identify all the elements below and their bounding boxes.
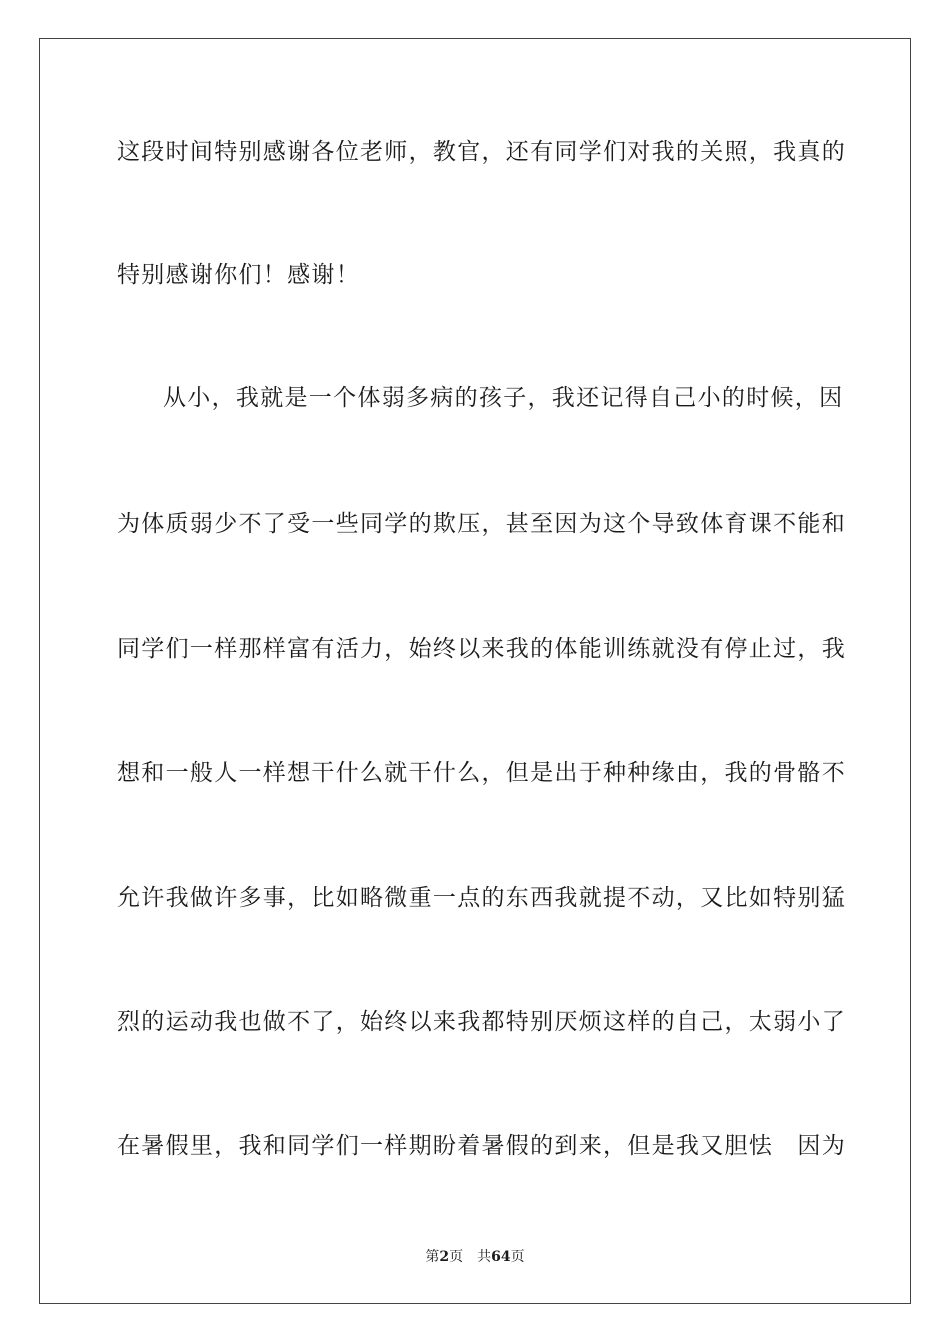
page-frame (39, 38, 911, 1304)
page-footer (0, 1248, 950, 1266)
page-suffix: 页 (449, 1249, 464, 1265)
page-prefix: 第 (425, 1249, 440, 1265)
body-text-line: 这段时间特别感谢各位老师，教官，还有同学们对我的关照，我真的 (117, 139, 846, 165)
total-suffix: 页 (510, 1249, 525, 1265)
page-number: 2 (439, 1249, 450, 1265)
body-text-line: 为体质弱少不了受一些同学的欺压，甚至因为这个导致体育课不能和 (117, 511, 846, 537)
total-pages: 64 (491, 1249, 511, 1265)
body-text-line: 允许我做许多事，比如略微重一点的东西我就提不动，又比如特别猛 (117, 885, 846, 911)
body-text-line: 烈的运动我也做不了，始终以来我都特别厌烦这样的自己，太弱小了 (117, 1009, 846, 1035)
paragraph-first-line: 从小，我就是一个体弱多病的孩子，我还记得自己小的时候，因 (163, 385, 844, 411)
body-text-line: 特别感谢你们！感谢！ (117, 262, 360, 288)
body-text-line: 同学们一样那样富有活力，始终以来我的体能训练就没有停止过，我 (117, 636, 846, 662)
total-prefix: 共 (477, 1249, 492, 1265)
body-text-line: 想和一般人一样想干什么就干什么，但是出于种种缘由，我的骨骼不 (117, 760, 846, 786)
body-text-line: 在暑假里，我和同学们一样期盼着暑假的到来，但是我又胆怯 因为 (117, 1133, 846, 1159)
